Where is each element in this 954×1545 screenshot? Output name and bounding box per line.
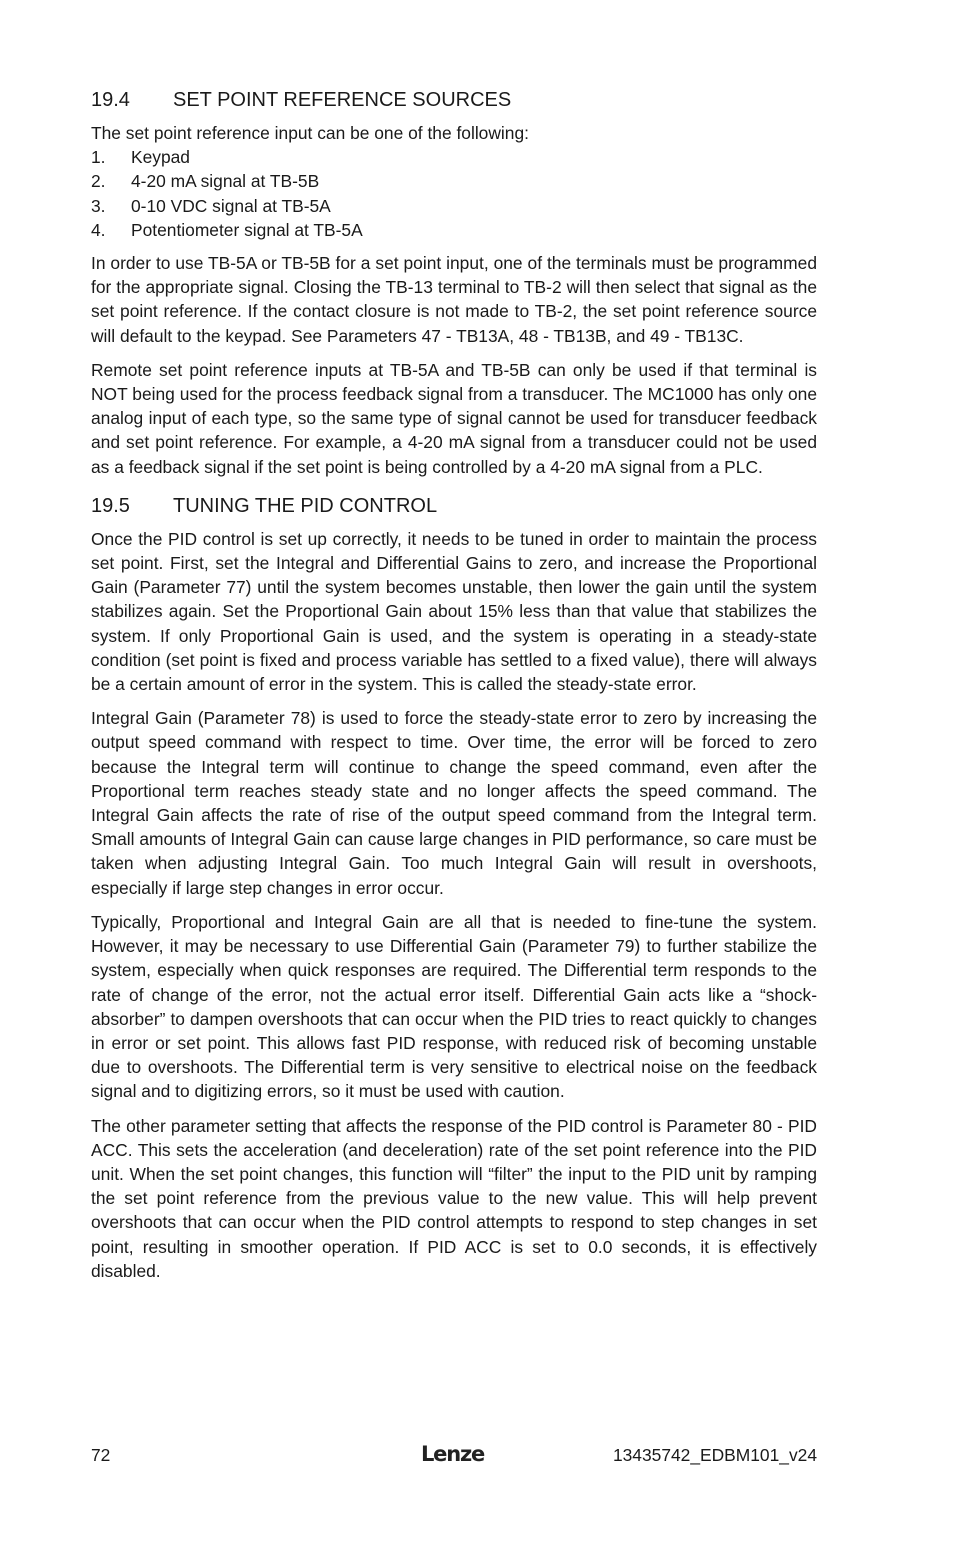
paragraph: Remote set point reference inputs at TB-5A and TB-5B can only be used if that terminal is NOT being used for the process feedback signal from a transducer. The MC1000 has only one analog input of each type, so the same type of signal cannot be used for transducer feedback and set point reference. For example, a 4-20 mA signal from a transducer could not be used as a feedback signal if the set point is being controlled by a 4-20 mA signal from a PLC.	[91, 359, 817, 477]
paragraph: Integral Gain (Parameter 78) is used to force the steady-state error to zero by increasing the output speed command with respect to time. Over time, the error will be forced to zero because the Integral term will continue to change the speed command, even after the Proportional term reaches steady state and no longer affects the speed command. The Integral Gain affects the rate of rise of the output speed command from the Integral term. Small amounts of Integral Gain can cause large changes in PID performance, so care must be taken when adjusting Integral Gain. Too much Integral Gain will result in overshoots, especially if large step changes in error occur.	[91, 708, 817, 898]
section-title: TUNING THE PID CONTROL	[173, 494, 438, 517]
list-item-number: 1.	[91, 147, 106, 168]
section-number: 19.4	[91, 89, 130, 111]
paragraph: In order to use TB-5A or TB-5B for a set point input, one of the terminals must be programmed for the appropriate signal. Closing the TB-13 terminal to TB-2 will then select that signal as the set point reference. If the contact closure is not made to TB-2, the set point reference source will default to the keypad. See Parameters 47 - TB13A, 48 - TB13B, and 49 - TB13C.	[91, 253, 817, 346]
list-item	[91, 145, 817, 169]
list-item-number: 3.	[91, 195, 106, 216]
list-item-text: Potentiometer signal at TB-5A	[131, 219, 363, 240]
section-heading-19-4	[91, 87, 817, 113]
document-id: 13435742_EDBM101_v24	[612, 1445, 817, 1465]
list-item-number: 2.	[91, 171, 106, 192]
list-item	[91, 169, 817, 193]
section-title: SET POINT REFERENCE SOURCES	[173, 89, 512, 111]
list-item-text: 0-10 VDC signal at TB-5A	[131, 195, 331, 216]
section-number: 19.5	[91, 494, 130, 517]
lenze-logo: Lenze	[421, 1442, 485, 1466]
section-heading-19-5	[91, 493, 817, 519]
list-item	[91, 194, 817, 218]
paragraph: The other parameter setting that affects the response of the PID control is Parameter 80 - PID ACC. This sets the acceleration (and deceleration) rate of the set point reference into the PID unit. When the set point changes, this function will “filter” the input to the PID unit by ramping the set point reference from the previous value to the new value. This will help prevent overshoots that can occur when the PID control attempts to respond to step changes in set point, resulting in smoother operation. If PID ACC is set to 0.0 seconds, it is effectively disabled.	[91, 1115, 817, 1281]
reference-source-list	[91, 145, 817, 242]
paragraph: Typically, Proportional and Integral Gain are all that is needed to fine-tune the system. However, it may be necessary to use Differential Gain (Parameter 79) to further stabilize the system, especially when quick responses are required. The Differential term responds to the rate of change of the error, not the actual error itself. Differential Gain acts like a “shock-absorber” to dampen overshoots that can occur when the PID tries to react quickly to changes in error or set point. This allows fast PID response, with reduced risk of becoming unstable due to overshoots. The Differential term is very sensitive to electrical noise on the feedback signal and to digitizing errors, so it must be used with caution.	[91, 911, 817, 1102]
list-item	[91, 218, 817, 242]
list-item-text: Keypad	[131, 147, 190, 168]
page-content	[91, 87, 817, 1293]
intro-text: The set point reference input can be one of the following:	[91, 123, 529, 143]
page-footer	[91, 1442, 817, 1471]
page-number: 72	[91, 1445, 111, 1465]
list-item-number: 4.	[91, 219, 106, 240]
list-item-text: 4-20 mA signal at TB-5B	[131, 171, 320, 192]
paragraph: Once the PID control is set up correctly, it needs to be tuned in order to maintain the process set point. First, set the Integral and Differential Gains to zero, and increase the Proportional Gain (Parameter 77) until the system becomes unstable, then lower the gain until the system stabilizes again. Set the Proportional Gain about 15% less than that value that stabilizes the system. If only Proportional Gain is used, and the system is operating in a steady-state condition (set point is fixed and process variable has settled to a fixed value), there will always be a certain amount of error in the system. This is called the steady-state error.	[91, 528, 817, 695]
